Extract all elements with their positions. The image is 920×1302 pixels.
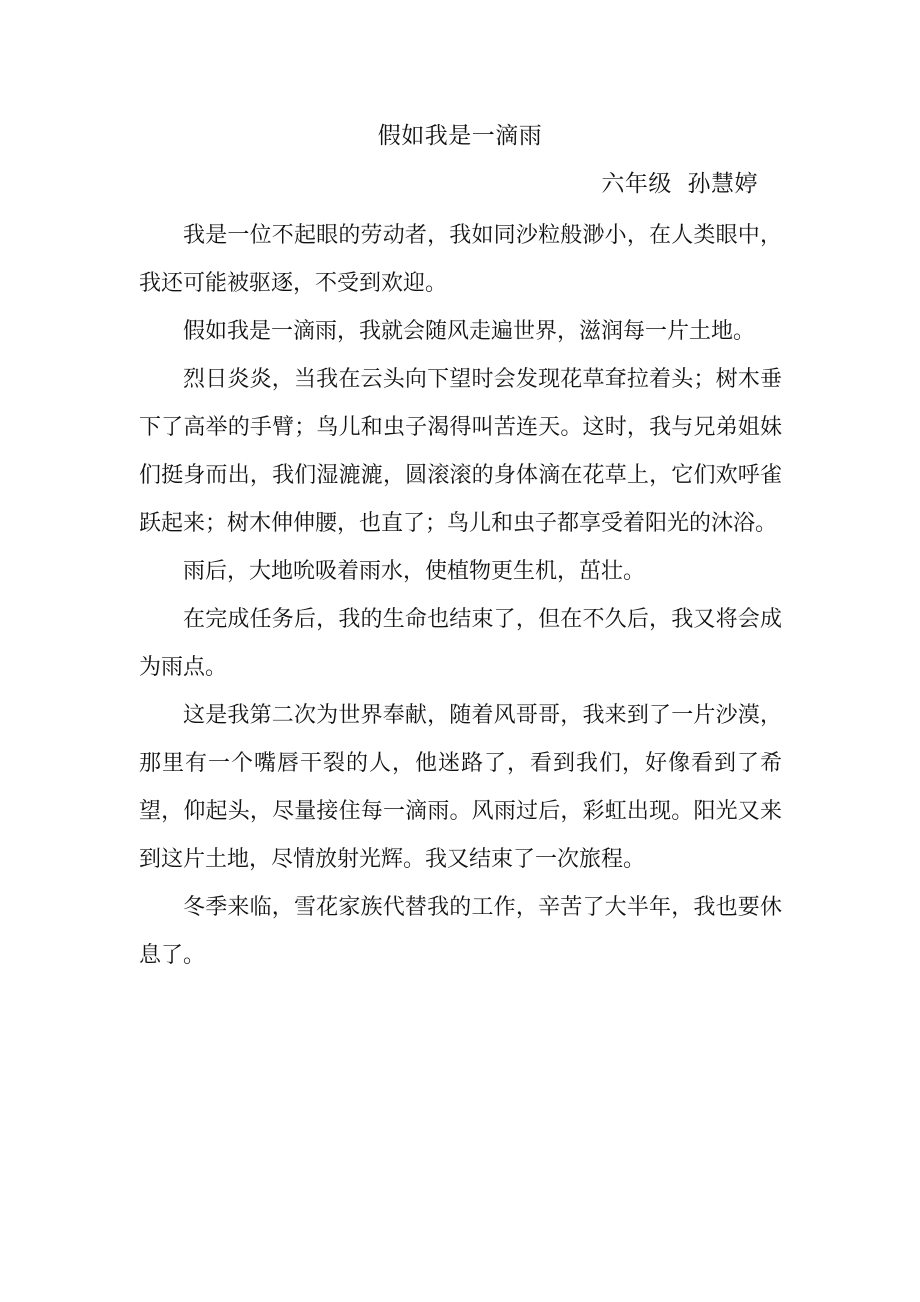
paragraph-5: 在完成任务后，我的生命也结束了，但在不久后，我又将会成为雨点。: [139, 607, 782, 680]
essay-body: [139, 212, 782, 980]
paragraph-6: 这是我第二次为世界奉献，随着风哥哥，我来到了一片沙漠，那里有一个嘴唇干裂的人，他迷路了，看到我们，好像看到了希望，仰起头，尽量接住每一滴雨。风雨过后，彩虹出现。阳光又来到这片土地，尽情放射光辉。我又结束了一次旅程。: [139, 703, 782, 872]
paragraph-7: 冬季来临，雪花家族代替我的工作，辛苦了大半年，我也要休息了。: [139, 895, 782, 968]
paragraph-3: 烈日炎炎，当我在云头向下望时会发现花草耷拉着头；树木垂下了高举的手臂；鸟儿和虫子渴得叫苦连天。这时，我与兄弟姐妹们挺身而出，我们湿漉漉，圆滚滚的身体滴在花草上，它们欢呼雀跃起来；树木伸伸腰，也直了；鸟儿和虫子都享受着阳光的沐浴。: [139, 367, 782, 536]
paragraph-1: 我是一位不起眼的劳动者，我如同沙粒般渺小，在人类眼中，我还可能被驱逐，不受到欢迎。: [139, 223, 782, 296]
author-byline: 六年级 孙慧婷: [601, 171, 758, 197]
paragraph-2: 假如我是一滴雨，我就会随风走遍世界，滋润每一片土地。: [183, 319, 756, 344]
essay-title: 假如我是一滴雨: [377, 123, 543, 149]
paragraph-4: 雨后，大地吮吸着雨水，使植物更生机，茁壮。: [183, 559, 646, 584]
